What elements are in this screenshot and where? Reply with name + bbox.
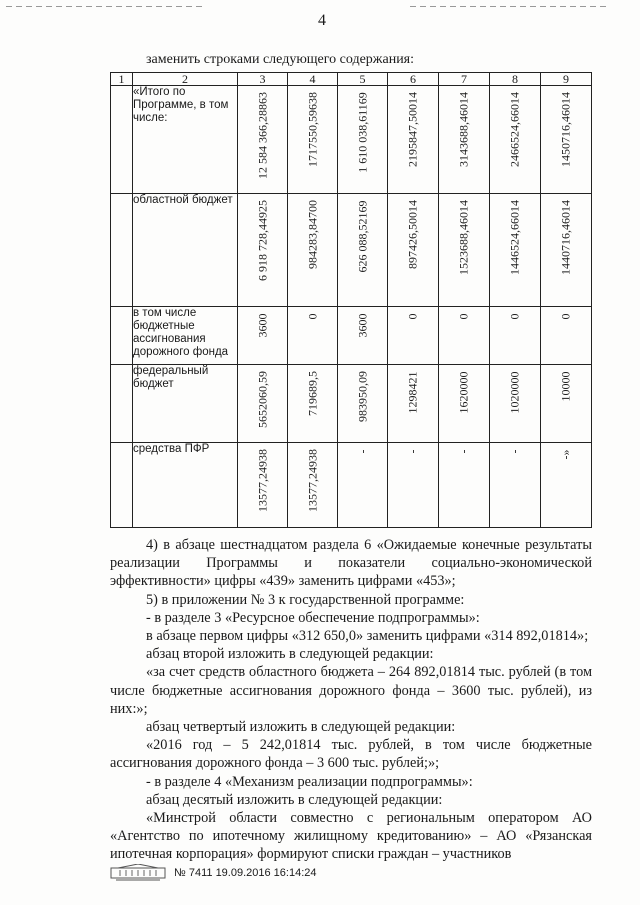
paragraph: - в разделе 3 «Ресурсное обеспечение подпрограммы»: bbox=[146, 609, 480, 626]
row-label: средства ПФР bbox=[133, 443, 238, 528]
cell-value: 1298421 bbox=[405, 371, 420, 413]
column-header: 5 bbox=[338, 73, 388, 86]
cell-value: 12 584 366,28863 bbox=[255, 92, 269, 179]
column-header: 1 bbox=[111, 73, 133, 86]
value-cell bbox=[288, 86, 338, 194]
cell-value: 1450716,46014 bbox=[558, 92, 573, 167]
value-cell bbox=[541, 194, 592, 307]
registry-logo-icon bbox=[110, 864, 166, 882]
value-cell bbox=[490, 194, 541, 307]
row-number-cell bbox=[111, 194, 133, 307]
cell-value: 1 610 038,61169 bbox=[355, 92, 369, 173]
column-header: 3 bbox=[238, 73, 288, 86]
value-cell bbox=[288, 365, 338, 443]
table-row bbox=[111, 307, 592, 365]
table-row bbox=[111, 194, 592, 307]
row-label: федеральный бюджет bbox=[133, 365, 238, 443]
cell-value: 1440716,46014 bbox=[558, 200, 573, 275]
cell-value: 0 bbox=[405, 313, 420, 319]
cell-value: 897426,50014 bbox=[405, 200, 420, 269]
body-text bbox=[110, 536, 592, 864]
value-cell bbox=[238, 443, 288, 528]
cell-value: - bbox=[405, 449, 420, 453]
value-cell bbox=[238, 86, 288, 194]
value-cell bbox=[288, 443, 338, 528]
value-cell bbox=[388, 86, 439, 194]
cell-value: 1620000 bbox=[456, 371, 471, 413]
value-cell bbox=[541, 307, 592, 365]
table-header-row bbox=[111, 73, 592, 86]
cell-value: 5652060,59 bbox=[255, 371, 269, 428]
paragraph: абзац десятый изложить в следующей редакции: bbox=[146, 791, 443, 808]
value-cell bbox=[338, 307, 388, 365]
value-cell bbox=[439, 443, 490, 528]
paragraph: в абзаце первом цифры «312 650,0» заменить цифрами «314 892,01814»; bbox=[146, 628, 589, 645]
cell-value: 13577,24938 bbox=[305, 449, 319, 512]
value-cell bbox=[388, 443, 439, 528]
cell-value: 2466524,66014 bbox=[507, 92, 522, 167]
scan-artifact-line bbox=[410, 6, 610, 7]
table-row bbox=[111, 443, 592, 528]
budget-table bbox=[110, 72, 592, 528]
document-footer bbox=[110, 864, 317, 882]
cell-value: 3143688,46014 bbox=[456, 92, 471, 167]
column-header: 2 bbox=[133, 73, 238, 86]
value-cell bbox=[338, 86, 388, 194]
value-cell bbox=[490, 307, 541, 365]
cell-value: 6 918 728,44925 bbox=[255, 200, 269, 281]
row-label: в том числе бюджетные ассигнования дорожного фонда bbox=[133, 307, 238, 365]
cell-value: -» bbox=[558, 449, 573, 459]
cell-value: 1717550,59638 bbox=[305, 92, 319, 167]
table-row bbox=[111, 86, 592, 194]
cell-value: 1446524,66014 bbox=[507, 200, 522, 275]
intro-text: заменить строками следующего содержания: bbox=[146, 52, 415, 67]
row-label: «Итого по Программе, в том числе: bbox=[133, 86, 238, 194]
value-cell bbox=[490, 86, 541, 194]
value-cell bbox=[288, 307, 338, 365]
cell-value: 2195847,50014 bbox=[405, 92, 420, 167]
value-cell bbox=[388, 365, 439, 443]
scan-artifact-line bbox=[6, 6, 206, 7]
paragraph: абзац второй изложить в следующей редакции: bbox=[146, 646, 434, 663]
value-cell bbox=[439, 86, 490, 194]
value-cell bbox=[288, 194, 338, 307]
cell-value: 13577,24938 bbox=[255, 449, 269, 512]
value-cell bbox=[439, 194, 490, 307]
value-cell bbox=[238, 365, 288, 443]
row-number-cell bbox=[111, 307, 133, 365]
value-cell bbox=[238, 307, 288, 365]
column-header: 8 bbox=[490, 73, 541, 86]
paragraph: «Минстрой области совместно с региональным оператором АО «Агентство по ипотечному жилищному кредитованию» – АО «Рязанская ипотечная корпорация» формируют списки граждан – участников bbox=[110, 810, 592, 863]
paragraph: 5) в приложении № 3 к государственной программе: bbox=[146, 591, 465, 608]
column-header: 9 bbox=[541, 73, 592, 86]
paragraph: «2016 год – 5 242,01814 тыс. рублей, в том числе бюджетные ассигнования дорожного фонда – 3 600 тыс. рублей;»; bbox=[110, 737, 592, 772]
value-cell bbox=[388, 307, 439, 365]
cell-value: 983950,09 bbox=[355, 371, 369, 422]
cell-value: 984283,84700 bbox=[305, 200, 319, 269]
value-cell bbox=[388, 194, 439, 307]
value-cell bbox=[541, 365, 592, 443]
page-number: 4 bbox=[318, 12, 326, 29]
paragraph: абзац четвертый изложить в следующей редакции: bbox=[146, 719, 456, 736]
paragraph: «за счет средств областного бюджета – 264 892,01814 тыс. рублей (в том числе бюджетные ассигнования дорожного фонда – 3600 тыс. рублей), из них:»; bbox=[110, 664, 592, 717]
paragraph: - в разделе 4 «Механизм реализации подпрограммы»: bbox=[146, 773, 473, 790]
cell-value: 3600 bbox=[255, 313, 269, 337]
value-cell bbox=[439, 307, 490, 365]
document-stamp: № 7411 19.09.2016 16:14:24 bbox=[174, 867, 317, 879]
cell-value: 0 bbox=[507, 313, 522, 319]
cell-value: 1523688,46014 bbox=[456, 200, 471, 275]
cell-value: 0 bbox=[456, 313, 471, 319]
value-cell bbox=[439, 365, 490, 443]
value-cell bbox=[490, 443, 541, 528]
value-cell bbox=[338, 365, 388, 443]
cell-value: 10000 bbox=[558, 371, 573, 401]
column-header: 4 bbox=[288, 73, 338, 86]
paragraph: 4) в абзаце шестнадцатом раздела 6 «Ожидаемые конечные результаты реализации Программы и показатели социально-экономической эффективности» цифры «439» заменить цифрами «453»; bbox=[110, 537, 592, 590]
cell-value: - bbox=[456, 449, 471, 453]
value-cell bbox=[490, 365, 541, 443]
value-cell bbox=[541, 443, 592, 528]
value-cell bbox=[541, 86, 592, 194]
cell-value: 1020000 bbox=[507, 371, 522, 413]
value-cell bbox=[238, 194, 288, 307]
row-number-cell bbox=[111, 443, 133, 528]
column-header: 7 bbox=[439, 73, 490, 86]
cell-value: - bbox=[507, 449, 522, 453]
value-cell bbox=[338, 194, 388, 307]
cell-value: 0 bbox=[558, 313, 573, 319]
row-number-cell bbox=[111, 86, 133, 194]
cell-value: 0 bbox=[305, 313, 319, 319]
row-number-cell bbox=[111, 365, 133, 443]
table-row bbox=[111, 365, 592, 443]
row-label: областной бюджет bbox=[133, 194, 238, 307]
value-cell bbox=[338, 443, 388, 528]
cell-value: 626 088,52169 bbox=[355, 200, 369, 272]
cell-value: 3600 bbox=[355, 313, 369, 337]
column-header: 6 bbox=[388, 73, 439, 86]
cell-value: - bbox=[355, 449, 369, 453]
cell-value: 719689,5 bbox=[305, 371, 319, 416]
